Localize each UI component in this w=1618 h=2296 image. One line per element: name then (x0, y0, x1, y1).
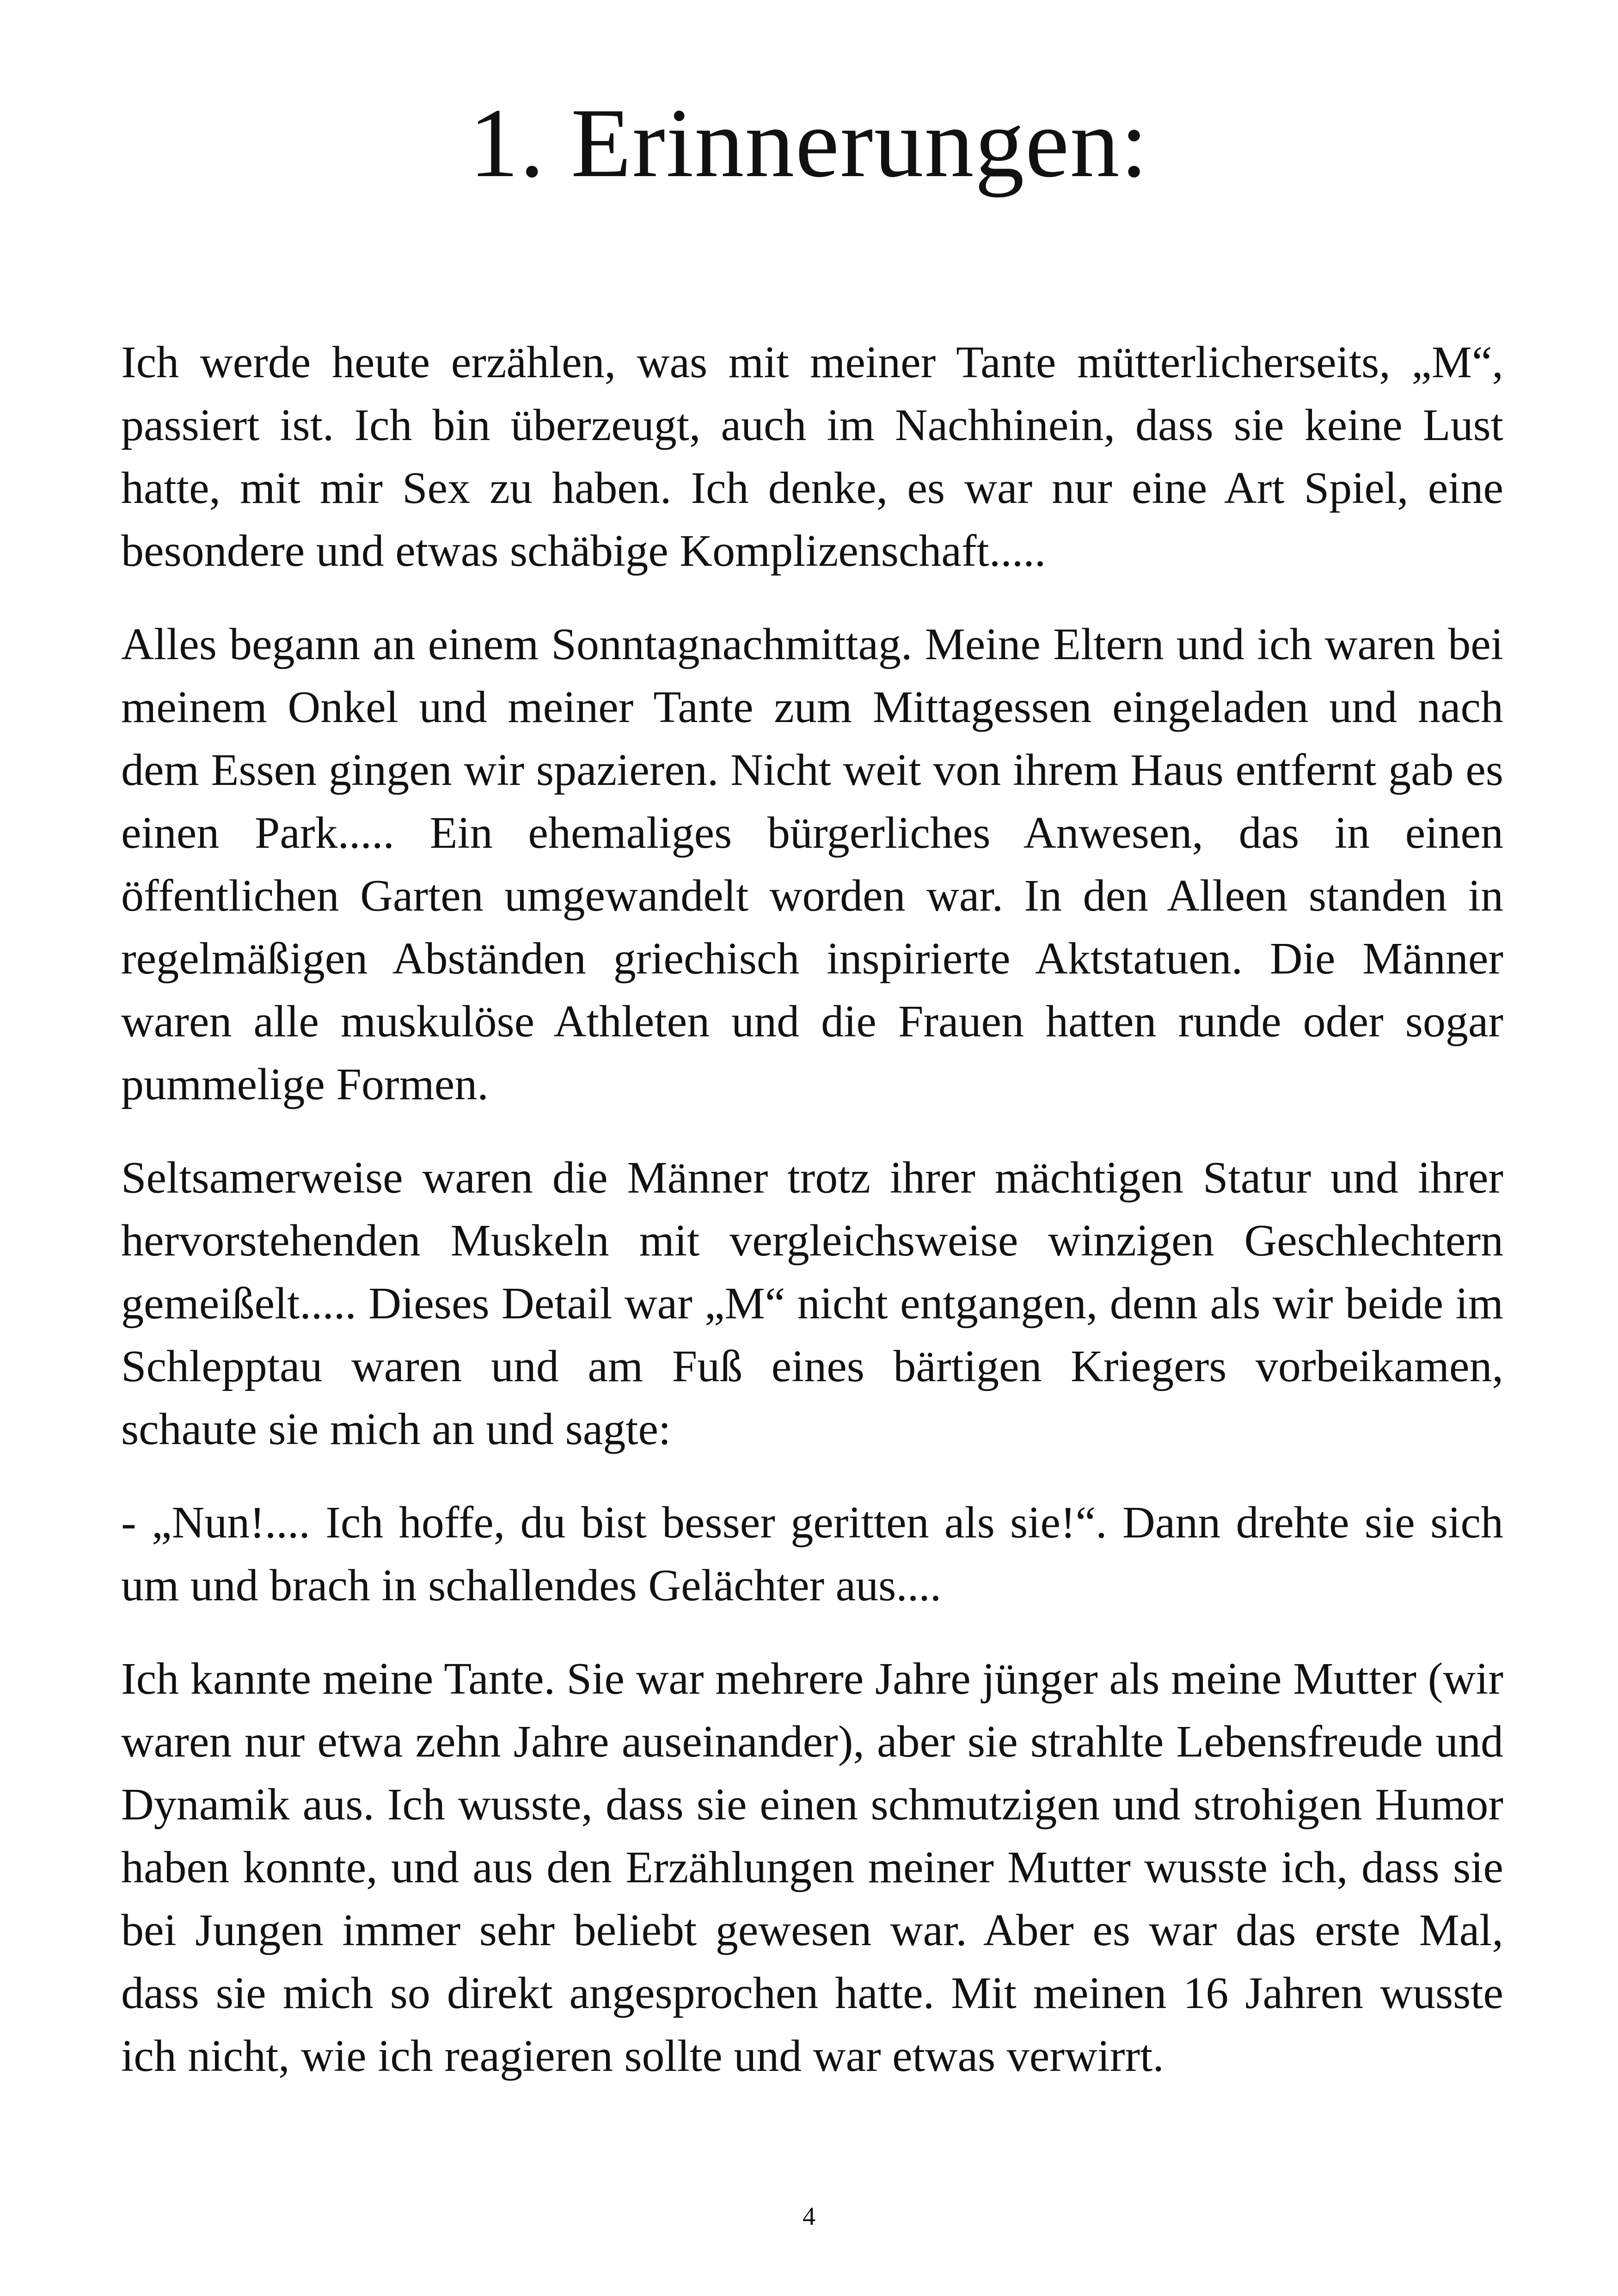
paragraph: Ich werde heute erzählen, was mit meiner Tante mütterlicherseits, „M“, passiert ist. Ich bin überzeugt, auch im Nachhinein, dass sie keine Lust hatte, mit mir Sex zu haben. Ich denke, es war nur eine Art Spiel, eine besondere und etwas schäbige Komplizenschaft..... (121, 337, 1503, 576)
paragraph: Alles begann an einem Sonntagnachmittag. Meine Eltern und ich waren bei meinem Onkel und meiner Tante zum Mittagessen eingeladen und nach dem Essen gingen wir spazieren. Nicht weit von ihrem Haus entfernt gab es einen Park..... Ein ehemaliges bürgerliches Anwesen, das in einen öffentlichen Garten umgewandelt worden war. In den Alleen standen in regelmäßigen Abständen griechisch inspirierte Aktstatuen. Die Männer waren alle muskulöse Athleten und die Frauen hatten runde oder sogar pummelige Formen. (121, 619, 1503, 1109)
paragraph: Seltsamerweise waren die Männer trotz ihrer mächtigen Statur und ihrer hervorstehenden Muskeln mit vergleichsweise winzigen Geschlechtern gemeißelt..... Dieses Detail war „M“ nicht entgangen, denn als wir beide im Schlepptau waren und am Fuß eines bärtigen Kriegers vorbeikamen, schaute sie mich an und sagte: (121, 1153, 1503, 1454)
paragraph: Ich kannte meine Tante. Sie war mehrere Jahre jünger als meine Mutter (wir waren nur etwa zehn Jahre auseinander), aber sie strahlte Lebensfreude und Dynamik aus. Ich wusste, dass sie einen schmutzigen und strohigen Humor haben konnte, und aus den Erzählungen meiner Mutter wusste ich, dass sie bei Jungen immer sehr beliebt gewesen war. Aber es war das erste Mal, dass sie mich so direkt angesprochen hatte. Mit meinen 16 Jahren wusste ich nicht, wie ich reagieren sollte und war etwas verwirrt. (121, 1654, 1503, 2081)
paragraph: - „Nun!.... Ich hoffe, du bist besser geritten als sie!“. Dann drehte sie sich um und brach in schallendes Gelächter aus.... (121, 1498, 1503, 1610)
page-number: 4 (803, 2202, 815, 2231)
body-text (121, 331, 1503, 2118)
chapter-title: 1. Erinnerungen: (469, 88, 1149, 198)
